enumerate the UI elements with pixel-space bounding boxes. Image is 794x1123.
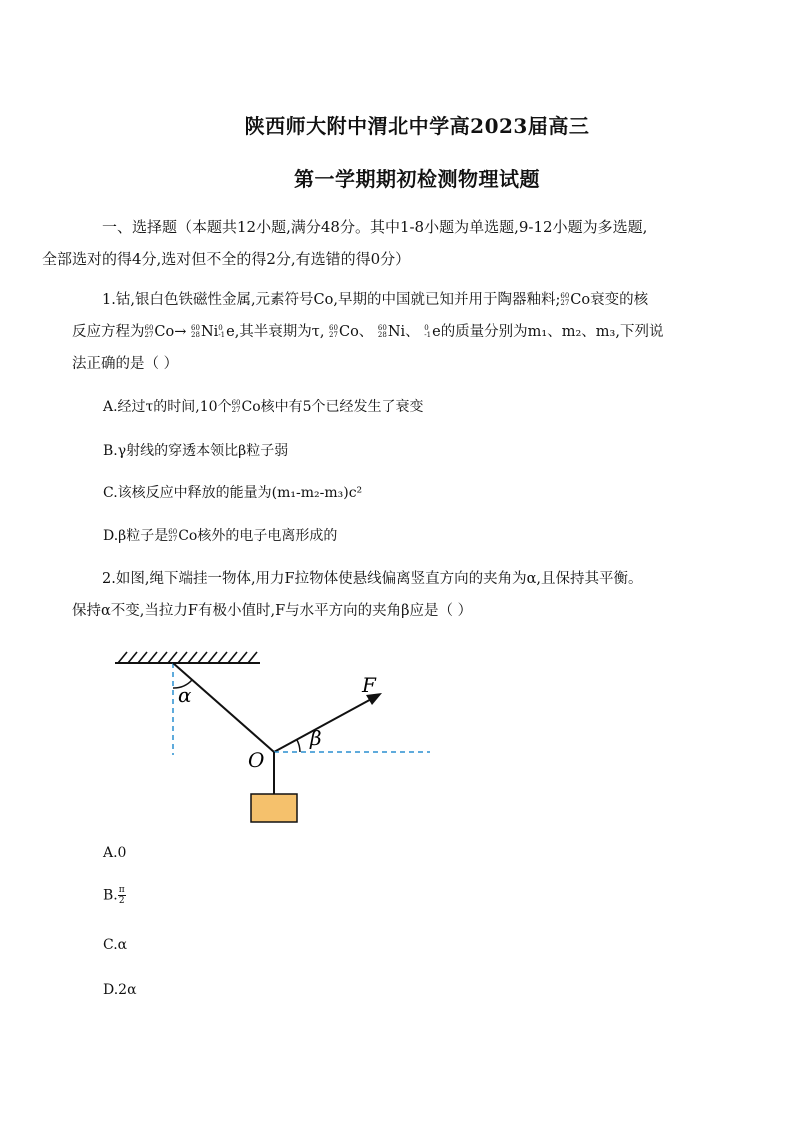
q1-text-a: 1.钴,银白色铁磁性金属,元素符号Co,早期的中国就已知并用于陶器釉料; — [102, 292, 561, 308]
ni-isotope-mass — [378, 325, 387, 339]
co-isotope-eq — [145, 325, 154, 339]
co-atomic-m: 27 — [329, 331, 338, 339]
co-mass-a: 60 — [231, 399, 241, 407]
question-2-stem — [72, 563, 722, 627]
q1-option-b[interactable]: B.γ射线的穿透本领比β粒子弱 — [103, 443, 289, 459]
co-symbol-eq: Co — [154, 324, 175, 340]
q2-option-a[interactable]: A.0 — [103, 845, 127, 861]
ni-symbol: Ni — [200, 324, 219, 340]
co-atomic-d: 27 — [168, 535, 178, 543]
e-symbol: e — [226, 324, 235, 340]
page-subtitle: 第一学期期初检测物理试题 — [294, 167, 540, 191]
q1-option-a[interactable] — [103, 396, 424, 416]
q1-option-a-suffix: 核中有5个已经发生了衰变 — [260, 399, 424, 415]
force-f-label: F — [362, 673, 376, 697]
reaction-arrow: → — [174, 324, 187, 340]
e-isotope — [218, 325, 225, 339]
ni-isotope — [191, 325, 200, 339]
co-symbol-a: Co — [241, 399, 261, 415]
e-mass: 0 — [218, 324, 223, 332]
q1-option-d-suffix: 核外的电子电离形成的 — [197, 528, 338, 544]
section-heading — [42, 211, 722, 275]
e-charge-m: -1 — [424, 331, 432, 339]
co-symbol-d: Co — [178, 528, 198, 544]
force-diagram — [110, 650, 440, 830]
co-atomic-eq: 27 — [144, 331, 154, 339]
question-1-stem — [72, 284, 722, 380]
co-mass-m: 60 — [329, 324, 338, 332]
ni-atomic-m: 28 — [377, 331, 387, 339]
ni-mass: 60 — [191, 324, 200, 332]
fraction-denominator: 2 — [118, 896, 125, 906]
beta-label: β — [310, 726, 322, 750]
question-2-line1: 2.如图,绳下端挂一物体,用力F拉物体使悬线偏离竖直方向的夹角为α,且保持其平衡。 — [102, 571, 643, 587]
section-heading-line1: 一、选择题（本题共12小题,满分48分。其中1-8小题为单选题,9-12小题为多选题, — [102, 218, 648, 236]
question-1-line2: 反应方程为 60 27 Co→ 60 28 Ni 0 -1 e,其半衰期为τ, 60 27 Co、 60 28 Ni、 0 -1 e的质量分别为m₁、m₂、m₃,下列说 — [72, 324, 664, 340]
pi-over-2-fraction — [118, 885, 126, 906]
co-mass-eq: 60 — [144, 324, 154, 332]
q1-option-d[interactable] — [103, 525, 337, 545]
q2-option-b-prefix: B. — [103, 887, 118, 904]
q1-line2-a: 反应方程为 — [72, 324, 145, 340]
co-atomic: 27 — [560, 299, 570, 307]
q2-option-c[interactable]: C.α — [103, 937, 128, 953]
question-1-line3: 法正确的是（ ） — [72, 356, 179, 372]
page-title: 陕西师大附中渭北中学高2023届高三 — [244, 114, 590, 138]
e-symbol-m: e — [432, 324, 441, 340]
hanging-block — [251, 794, 297, 822]
co-isotope-d — [168, 529, 177, 543]
ni-atomic: 28 — [191, 331, 200, 339]
force-f-line — [274, 697, 375, 752]
q1-option-c[interactable]: C.该核反应中释放的能量为(m₁-m₂-m₃)c² — [103, 485, 363, 501]
ni-symbol-m: Ni — [387, 324, 406, 340]
alpha-label: α — [178, 683, 192, 707]
co-mass-d: 60 — [168, 528, 178, 536]
ni-mass-m: 60 — [377, 324, 387, 332]
co-isotope — [560, 293, 569, 307]
co-symbol-m: Co — [338, 324, 359, 340]
question-1-line1 — [72, 284, 722, 316]
fraction-numerator: π — [118, 885, 125, 895]
ceiling-hatch — [118, 652, 257, 663]
co-symbol: Co — [570, 292, 591, 308]
point-o-label: O — [248, 748, 265, 772]
e-charge: -1 — [218, 331, 226, 339]
section-heading-line2: 全部选对的得4分,选对但不全的得2分,有选错的得0分） — [42, 250, 411, 268]
co-isotope-a — [232, 400, 241, 414]
q1-line2-c: 的质量分别为m₁、m₂、m₃,下列说 — [440, 324, 664, 340]
q1-line2-b: ,其半衰期为τ, — [234, 324, 325, 340]
q2-option-b[interactable] — [103, 885, 126, 906]
co-atomic-a: 27 — [231, 406, 241, 414]
co-isotope-mass — [329, 325, 338, 339]
rope — [173, 663, 274, 752]
q1-option-a-prefix: A.经过τ的时间,10个 — [103, 399, 232, 415]
question-2-line2: 保持α不变,当拉力F有极小值时,F与水平方向的夹角β应是（ ） — [72, 603, 473, 619]
q1-text-b: 衰变的核 — [590, 292, 649, 308]
beta-arc — [297, 740, 300, 752]
co-mass: 60 — [560, 292, 570, 300]
q1-option-d-prefix: D.β粒子是 — [103, 528, 169, 544]
e-isotope-mass — [424, 325, 431, 339]
q2-option-d[interactable]: D.2α — [103, 982, 137, 998]
e-mass-m: 0 — [424, 324, 429, 332]
